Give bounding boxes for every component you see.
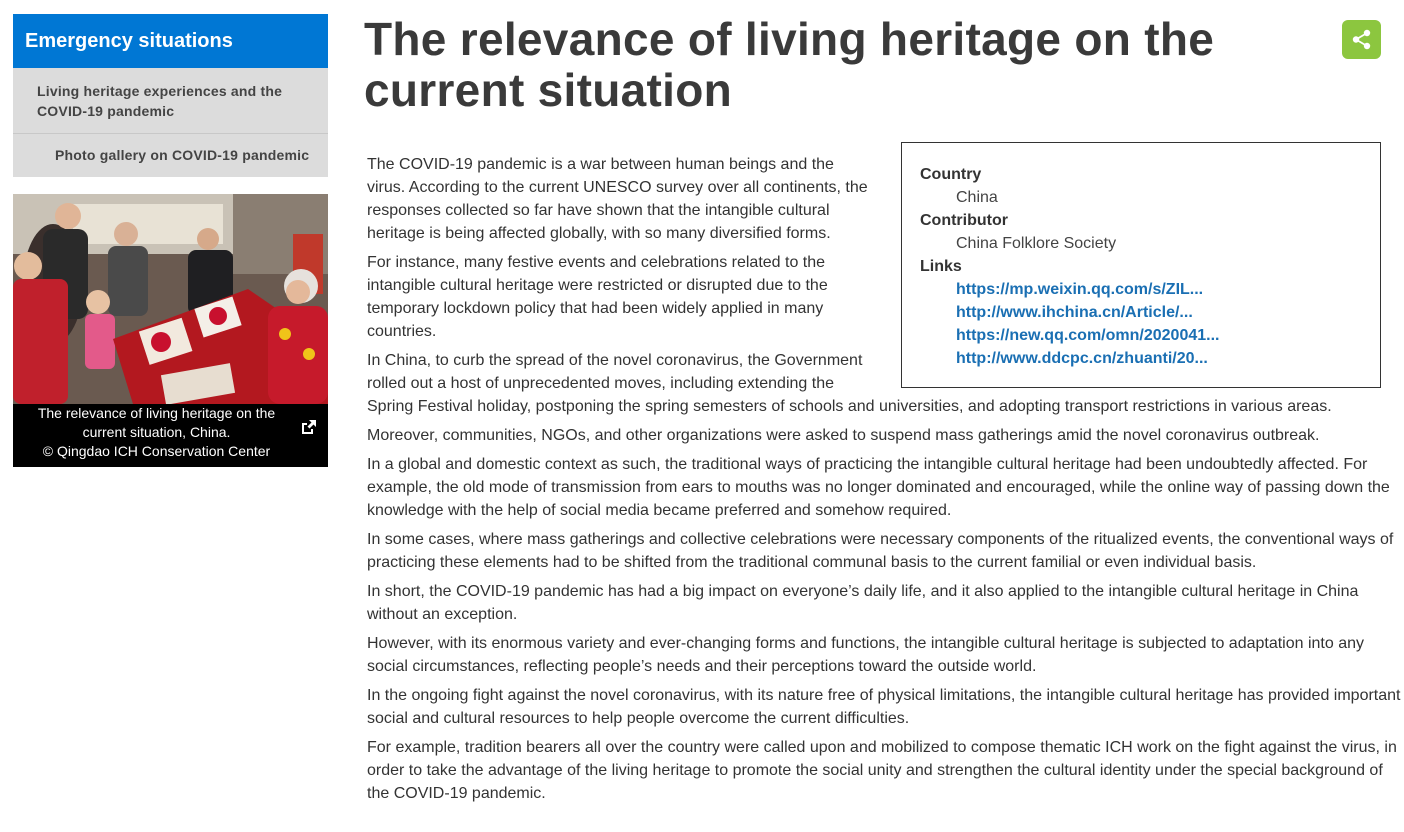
photo-caption bbox=[13, 404, 328, 467]
share-icon bbox=[1342, 20, 1381, 59]
article-paragraph: Moreover, communities, NGOs, and other organizations were asked to suspend mass gatherings amid the novel coronavirus outbreak. bbox=[367, 427, 1320, 444]
contributor-value: China Folklore Society bbox=[956, 235, 1117, 252]
sidebar-nav bbox=[13, 68, 328, 177]
article-paragraph: In a global and domestic context as such, the traditional ways of practicing the intangible cultural heritage had been undoubtedly affected. For example, the old mode of transmission from ears to mouths was no longer dominated and encouraged, while the online way of passing down the knowledge with the help of social media became preferred and somehow required. bbox=[367, 456, 1390, 519]
article-paragraph: In the ongoing fight against the novel coronavirus, with its nature free of physical limitations, the intangible cultural heritage has provided important social and cultural resources to help people overcome the current difficulties. bbox=[367, 687, 1401, 727]
photo-caption-line1: The relevance of living heritage on the bbox=[37, 405, 276, 421]
sidebar-header[interactable]: Emergency situations bbox=[13, 14, 328, 68]
link-weixin[interactable]: https://mp.weixin.qq.com/s/ZIL... bbox=[956, 281, 1204, 298]
sidebar-item-living-heritage-covid[interactable]: Living heritage experiences and the COVID-19 pandemic bbox=[13, 68, 328, 134]
links-label: Links bbox=[920, 258, 962, 275]
country-value: China bbox=[956, 189, 998, 206]
article-paragraph: In some cases, where mass gatherings and collective celebrations were necessary components of the ritualized events, the conventional ways of practicing these elements had to be shifted from the traditional communal basis to the current familial or even individual basis. bbox=[367, 531, 1394, 571]
article-paragraph: However, with its enormous variety and ever-changing forms and functions, the intangible cultural heritage is subjected to adaptation into any social circumstances, reflecting people’s needs and their perceptions toward the outside world. bbox=[367, 635, 1365, 675]
contributor-label: Contributor bbox=[920, 212, 1008, 229]
article-paragraph: The COVID-19 pandemic is a war between human beings and the virus. According to the current UNESCO survey over all continents, the responses collected so far have shown that the intangible cultural heritage is being affected globally, with so many diversified forms. bbox=[367, 156, 868, 242]
photo-credit: © Qingdao ICH Conservation Center bbox=[42, 443, 271, 459]
sidebar-item-photo-gallery[interactable]: Photo gallery on COVID-19 pandemic bbox=[55, 147, 310, 163]
link-qq-news[interactable]: https://new.qq.com/omn/2020041... bbox=[956, 327, 1220, 344]
link-ddcpc[interactable]: http://www.ddcpc.cn/zhuanti/20... bbox=[956, 350, 1208, 367]
info-box-spacer bbox=[875, 153, 1401, 389]
article-body bbox=[367, 153, 1401, 811]
country-label: Country bbox=[920, 166, 982, 183]
article-paragraph: For instance, many festive events and celebrations related to the intangible cultural heritage were restricted or disrupted due to the temporary lockdown policy that had been widely applied in many countries. bbox=[367, 254, 828, 340]
page-title: The relevance of living heritage on the current situation bbox=[364, 13, 1215, 116]
article-paragraph: For example, tradition bearers all over the country were called upon and mobilized to compose thematic ICH work on the fight against the virus, in order to take the advantage of the living heritage to promote the social unity and strengthen the cultural identity under the special background of the COVID-19 pandemic. bbox=[367, 739, 1397, 802]
photo-image[interactable] bbox=[13, 194, 328, 404]
link-ihchina[interactable]: http://www.ihchina.cn/Article/... bbox=[956, 304, 1193, 321]
photo-card[interactable] bbox=[13, 194, 328, 467]
sidebar bbox=[13, 14, 328, 177]
photo-caption-line2: current situation, China. bbox=[82, 424, 231, 440]
share-button[interactable] bbox=[1342, 20, 1381, 59]
external-link-icon[interactable] bbox=[300, 418, 318, 436]
article-paragraph: In short, the COVID-19 pandemic has had a big impact on everyone’s daily life, and it also applied to the intangible cultural heritage in China without an exception. bbox=[367, 583, 1359, 623]
article-paragraph: In China, to curb the spread of the novel coronavirus, the Government rolled out a host of unprecedented moves, including extending the Spring Festival holiday, postponing the spring semesters of schools and universities, and adopting transport restrictions in various areas. bbox=[367, 352, 1332, 415]
